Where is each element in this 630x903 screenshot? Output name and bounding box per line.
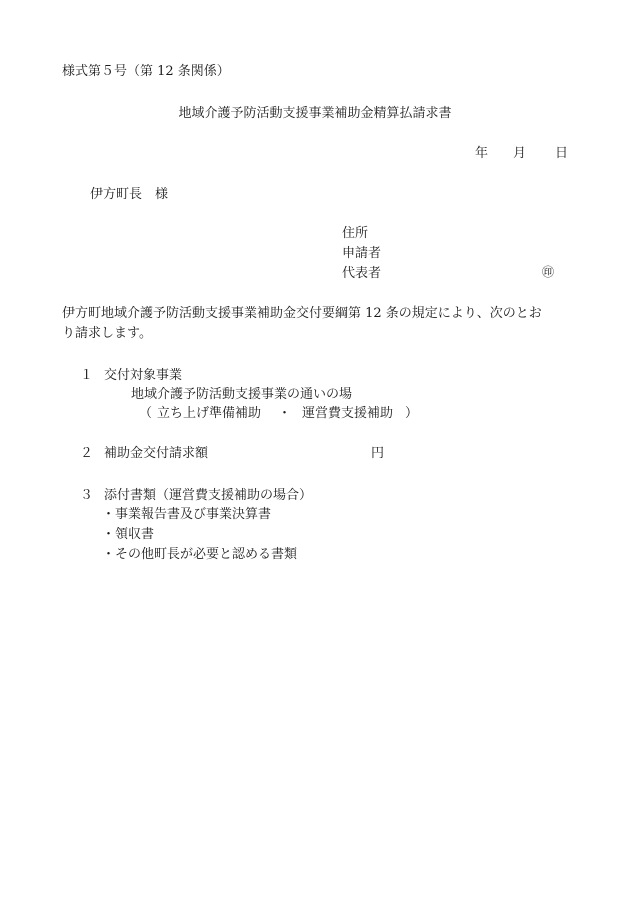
section-3-title: 添付書類（運営費支援補助の場合） [104,488,313,503]
section-1-number: １ [80,368,94,383]
body-text-line-2: り請求します。 [62,326,152,341]
section-2-number: ２ [80,446,94,461]
seal-mark: ㊞ [542,265,555,279]
attachment-item: ・領収書 [102,527,155,542]
section-1-option-operating: 運営費支援補助 [302,406,394,421]
body-text-line-1: 伊方町地域介護予防活動支援事業補助金交付要綱第 12 条の規定により、次のとお [62,306,542,321]
section-1-subtitle: 地域介護予防活動支援事業の通いの場 [131,387,353,402]
section-1-title: 交付対象事業 [104,368,183,383]
section-1-paren-open: （ [139,406,153,421]
address-label: 住所 [342,226,369,241]
section-1-paren-close: ） [405,406,419,421]
attachment-item: ・その他町長が必要と認める書類 [102,547,298,562]
date-year-label: 年 [475,146,489,161]
addressee-honorific: 様 [155,187,169,202]
applicant-label: 申請者 [342,246,382,261]
addressee-name: 伊方町長 [90,187,143,202]
attachment-item: ・事業報告書及び事業決算書 [102,507,272,522]
form-number: 様式第５号（第 12 条関係） [62,64,230,79]
document-title: 地域介護予防活動支援事業補助金精算払請求書 [178,106,452,121]
representative-label: 代表者 [342,266,382,281]
date-month-label: 月 [513,146,527,161]
section-1-option-startup: 立ち上げ準備補助 [157,406,262,421]
section-3-number: ３ [80,488,94,503]
section-2-title: 補助金交付請求額 [104,446,209,461]
date-day-label: 日 [555,146,569,161]
section-2-unit-yen: 円 [371,446,385,461]
section-1-separator: ・ [278,406,292,421]
